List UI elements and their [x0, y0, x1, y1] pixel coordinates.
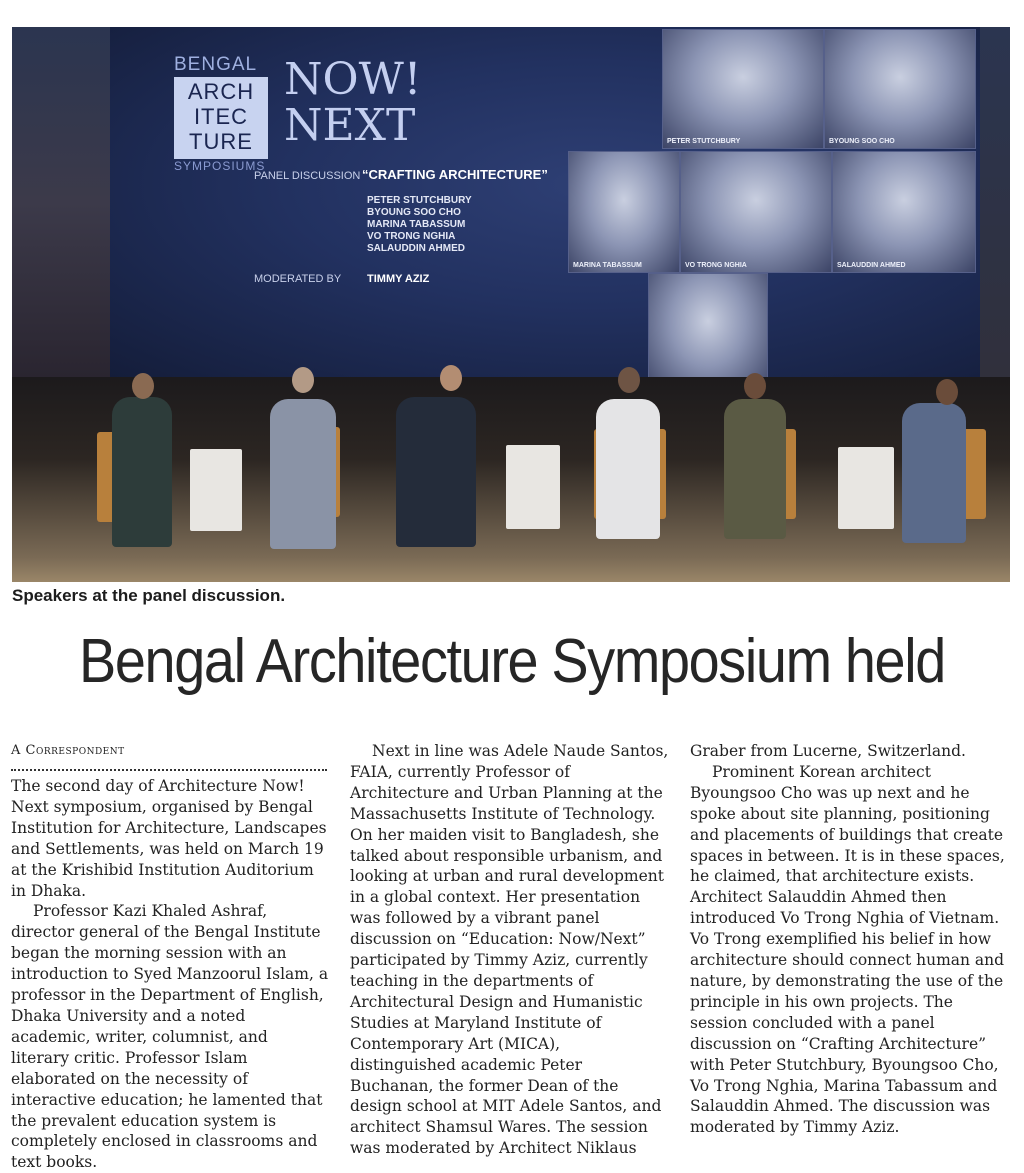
panelist-2-head	[292, 367, 314, 393]
paragraph: Next in line was Adele Naude Santos, FAIA, currently Professor of Architecture and Urban Planning at the Massachusetts Institute of Technology. On her maiden visit to Bangladesh, she talked about responsible urbanism, and looking at urban and rural development in a global context. Her presentation was followed by a vibrant panel discussion on “Education: Now/Next” participated by Timmy Aziz, currently teaching in the departments of Architectural Design and Humanistic Studies at Maryland Institute of Contemporary Art (MICA), distinguished academic Peter Buchanan, the former Dean of the design school at MIT Adele Santos, and architect Shamsul Wares. The session was moderated by Architect Niklaus	[350, 742, 669, 1158]
moderator-name: TIMMY AZIZ	[367, 273, 430, 285]
portrait-ahmed: SALAUDDIN AHMED	[832, 151, 976, 273]
moderated-label: MODERATED BY	[254, 273, 342, 285]
photo-caption: Speakers at the panel discussion.	[12, 586, 286, 605]
side-table	[838, 447, 894, 529]
event-photo	[12, 27, 1010, 582]
panelist-1-head	[132, 373, 154, 399]
panelist-6	[902, 403, 966, 543]
article-column-3	[690, 741, 1010, 1138]
panelist-1	[112, 397, 172, 547]
panelist-3	[396, 397, 476, 547]
byline: A Correspondent	[11, 743, 125, 758]
paragraph: Graber from Lucerne, Switzerland.	[690, 742, 966, 760]
paragraph: The second day of Architecture Now! Next symposium, organised by Bengal Institution for Architecture, Landscapes and Settlements, was held on March 19 at the Krishibid Institution Auditorium in Dhaka.	[11, 777, 327, 900]
paragraph: Prominent Korean architect Byoungsoo Cho was up next and he spoke about site planning, positioning and placements of buildings that create spaces in between. It is in these spaces, he claimed, that architecture exists. Architect Salauddin Ahmed then introduced Vo Trong Nghia of Vietnam. Vo Trong exemplified his belief in how architecture should connect human and nature, by demonstrating the use of the principle in his own projects. The session concluded with a panel discussion on “Crafting Architecture” with Peter Stutchbury, Byoungsoo Cho, Vo Trong Nghia, Marina Tabassum and Salauddin Ahmed. The discussion was moderated by Timmy Aziz.	[690, 762, 1005, 1137]
side-table	[506, 445, 560, 529]
article-column-2	[350, 741, 670, 1159]
logo-bengal: BENGAL	[174, 54, 258, 75]
logo-architecture: ARCH ITEC TURE	[174, 77, 268, 159]
portrait-stutchbury: PETER STUTCHBURY	[662, 29, 824, 149]
panelist-5-head	[744, 373, 766, 399]
panelist-3-head	[440, 365, 462, 391]
panelist-5	[724, 399, 786, 539]
portrait-vo: VO TRONG NGHIA	[680, 151, 832, 273]
article-column-1	[11, 741, 329, 1173]
now-next-title: NOW! NEXT	[284, 54, 422, 151]
dotted-rule	[11, 761, 327, 771]
panel-label: PANEL DISCUSSION	[254, 170, 361, 182]
panelist-4-head	[618, 367, 640, 393]
panelist-4	[596, 399, 660, 539]
paragraph: Professor Kazi Khaled Ashraf, director general of the Bengal Institute began the morning session with an introduction to Syed Manzoorul Islam, a professor in the Department of English, Dhaka University and a noted academic, writer, columnist, and literary critic. Professor Islam elaborated on the necessity of interactive education; he lamented that the prevalent education system is completely enclosed in classrooms and text books.	[11, 902, 329, 1172]
logo-symposiums: SYMPOSIUMS	[174, 159, 266, 173]
panelist-6-head	[936, 379, 958, 405]
audience-right	[980, 27, 1010, 377]
panelist-2	[270, 399, 336, 549]
speaker-list: PETER STUTCHBURY BYOUNG SOO CHO MARINA TABASSUM VO TRONG NGHIA SALAUDDIN AHMED	[367, 195, 472, 254]
side-table	[190, 449, 242, 531]
audience-left	[12, 27, 110, 377]
headline: Bengal Architecture Symposium held	[79, 627, 945, 696]
panel-title: “CRAFTING ARCHITECTURE”	[362, 167, 548, 182]
portrait-cho: BYOUNG SOO CHO	[824, 29, 976, 149]
portrait-tabassum: MARINA TABASSUM	[568, 151, 680, 273]
